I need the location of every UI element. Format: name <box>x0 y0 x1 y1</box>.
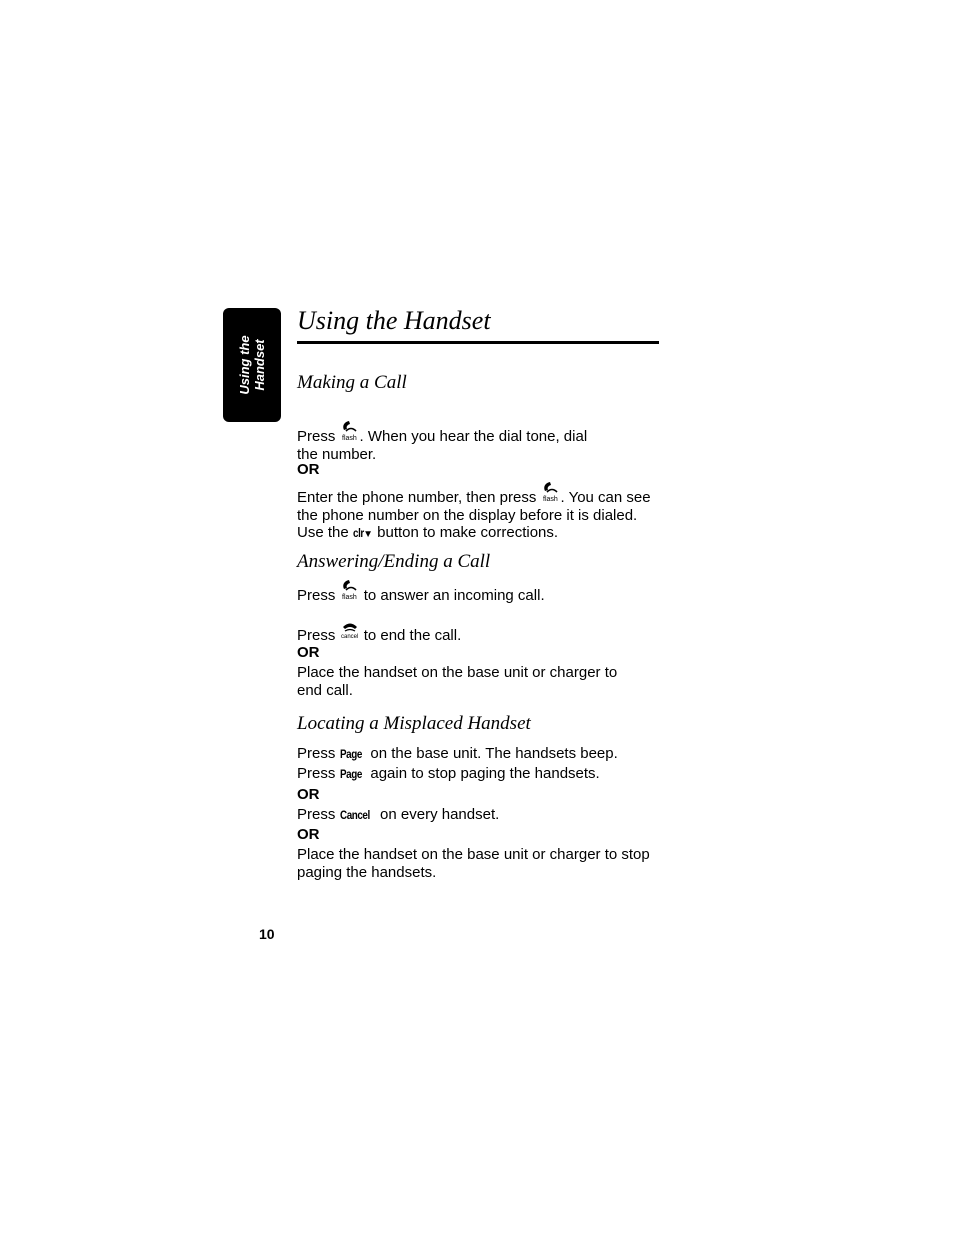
locating-step3: Press Cancel on every handset. <box>297 806 500 823</box>
or-label: OR <box>297 644 320 661</box>
clr-key: clr <box>352 526 364 540</box>
or-label: OR <box>297 786 320 803</box>
page-key: Page <box>339 747 362 761</box>
section-heading-making-call: Making a Call <box>297 372 407 393</box>
page-title: Using the Handset <box>297 306 491 335</box>
locating-step4: Place the handset on the base unit or charger to stop paging the handsets. <box>297 846 650 881</box>
section-heading-answering: Answering/Ending a Call <box>297 551 491 572</box>
side-tab-line1: Using the <box>237 335 252 395</box>
flash-talk-icon <box>541 485 561 505</box>
svg-text:flash: flash <box>542 496 558 503</box>
side-tab-label <box>237 335 267 394</box>
down-arrow-icon: ▼ <box>363 529 373 540</box>
title-rule <box>297 341 659 344</box>
section-heading-locating: Locating a Misplaced Handset <box>297 713 531 734</box>
answering-step3: Place the handset on the base unit or charger to end call. <box>297 664 618 699</box>
making-call-step2: Enter the phone number, then press flash . You can see the phone number on the display before it is dialed. Use the clr▼ button to make corrections. <box>297 485 662 544</box>
side-tab-line2: Handset <box>252 339 267 391</box>
or-label: OR <box>297 826 320 843</box>
answering-step2: Press cancel to end the call. <box>297 623 662 645</box>
cancel-hangup-icon <box>340 623 360 643</box>
or-label: OR <box>297 461 320 478</box>
svg-text:cancel: cancel <box>340 634 358 640</box>
flash-talk-icon <box>340 424 360 444</box>
flash-talk-icon <box>340 583 360 603</box>
answering-step1: Press flash to answer an incoming call. <box>297 583 662 605</box>
side-tab <box>223 308 281 422</box>
page-number: 10 <box>259 926 275 942</box>
making-call-step1: Press flash . When you hear the dial tone, dial the number. <box>297 424 662 463</box>
svg-text:flash: flash <box>341 594 357 601</box>
cancel-key: Cancel <box>339 808 370 822</box>
locating-step1: Press Page on the base unit. The handsets beep. <box>297 745 618 762</box>
page-key: Page <box>339 767 362 781</box>
svg-text:flash: flash <box>341 435 357 442</box>
locating-step2: Press Page again to stop paging the handsets. <box>297 765 600 782</box>
